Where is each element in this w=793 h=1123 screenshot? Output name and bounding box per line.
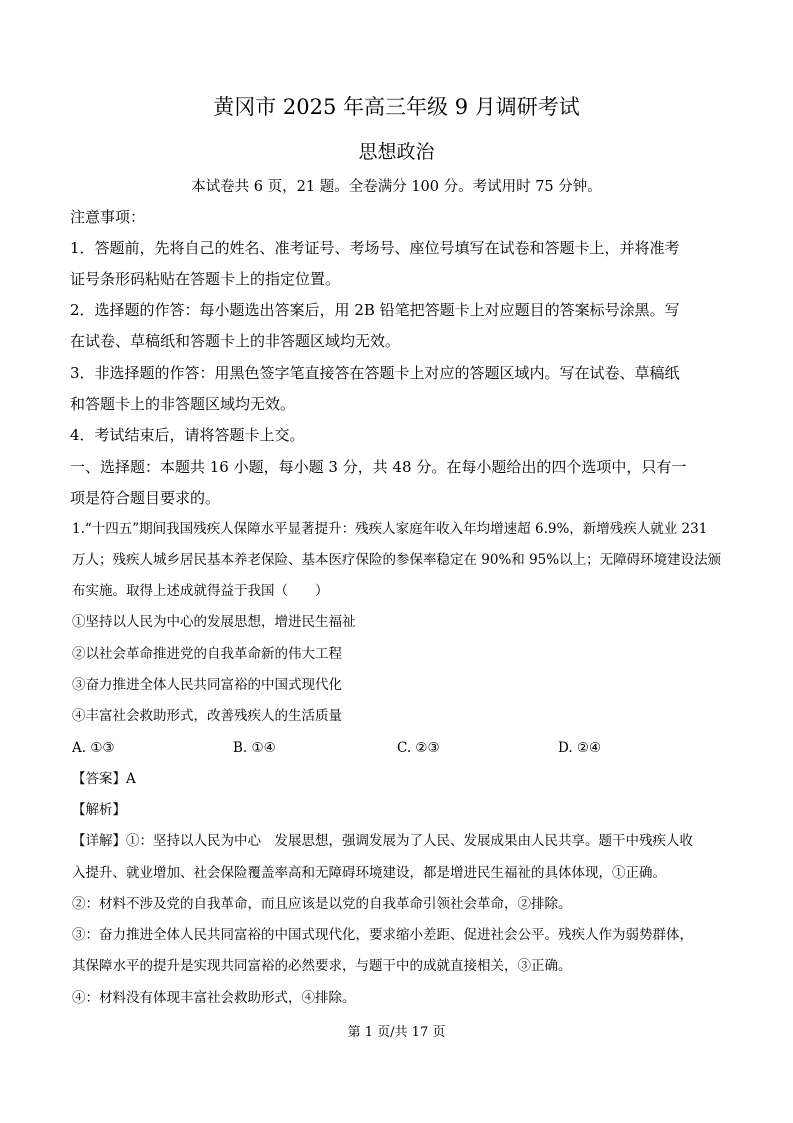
answer-label: 【答案】A — [72, 771, 136, 787]
section-heading: 一、选择题：本题共 16 小题，每小题 3 分，共 48 分。在每小题给出的四个选项中，只有一 — [70, 458, 687, 476]
option-a: A. ①③ — [72, 740, 115, 756]
section-heading: 项是符合题目要求的。 — [70, 489, 221, 507]
subject-title: 思想政治 — [358, 141, 435, 163]
notice-line: 3．非选择题的作答：用黑色签字笔直接答在答题卡上对应的答题区域内。写在试卷、草稿纸 — [70, 364, 680, 382]
statement-item: ④丰富社会救助形式，改善残疾人的生活质量 — [72, 708, 342, 724]
notice-line: 证号条形码粘贴在答题卡上的指定位置。 — [70, 270, 341, 288]
statement-item: ③奋力推进全体人民共同富裕的中国式现代化 — [72, 677, 342, 693]
question-stem: 1.“十四五”期间我国残疾人保障水平显著提升：残疾人家庭年收入年均增速超 6.9%，新增残疾人就业 231 — [72, 521, 708, 537]
notice-line: 4．考试结束后，请将答题卡上交。 — [70, 426, 305, 444]
analysis-line: ③：奋力推进全体人民共同富裕的中国式现代化，要求缩小差距、促进社会公平。残疾人作为弱势群体， — [72, 927, 693, 943]
exam-title: 黄冈市 2025 年高三年级 9 月调研考试 — [213, 95, 580, 119]
analysis-label: 【解析】 — [72, 802, 126, 818]
notice-line: 2．选择题的作答：每小题选出答案后，用 2B 铅笔把答题卡上对应题目的答案标号涂黑。写 — [70, 301, 680, 319]
page-number: 第 1 页/共 17 页 — [347, 1025, 446, 1040]
notice-line: 在试卷、草稿纸和答题卡上的非答题区域均无效。 — [70, 332, 401, 350]
question-stem: 万人；残疾人城乡居民基本养老保险、基本医疗保险的参保率稳定在 90%和 95%以上；无障碍环境建设法颁 — [72, 552, 722, 568]
analysis-line: 入提升、就业增加、社会保险覆盖率高和无障碍环境建设，都是增进民生福祉的具体体现，①正确。 — [72, 865, 666, 881]
statement-item: ②以社会革命推进党的自我革命新的伟大工程 — [72, 646, 342, 662]
notice-line: 和答题卡上的非答题区域均无效。 — [70, 395, 296, 413]
statement-item: ①坚持以人民为中心的发展思想，增进民生福祉 — [72, 614, 356, 630]
analysis-line: ②：材料不涉及党的自我革命，而且应该是以党的自我革命引领社会革命，②排除。 — [72, 896, 572, 912]
question-stem: 布实施。取得上述成就得益于我国（ ） — [72, 583, 329, 599]
analysis-line: 【详解】①：坚持以人民为中心 发展思想，强调发展为了人民、发展成果由人民共享。题干中残疾人收 — [72, 833, 693, 849]
notice-heading: 注意事项： — [70, 208, 146, 226]
analysis-line: ④：材料没有体现丰富社会救助形式，④排除。 — [72, 990, 356, 1006]
option-c: C. ②③ — [397, 740, 440, 756]
exam-intro: 本试卷共 6 页，21 题。全卷满分 100 分。考试用时 75 分钟。 — [191, 179, 602, 195]
option-b: B. ①④ — [233, 740, 276, 756]
analysis-line: 其保障水平的提升是实现共同富裕的必然要求，与题干中的成就直接相关，③正确。 — [72, 958, 572, 974]
notice-line: 1．答题前，先将自己的姓名、准考证号、考场号、座位号填写在试卷和答题卡上，并将准考 — [70, 239, 680, 257]
option-d: D. ②④ — [558, 740, 602, 756]
